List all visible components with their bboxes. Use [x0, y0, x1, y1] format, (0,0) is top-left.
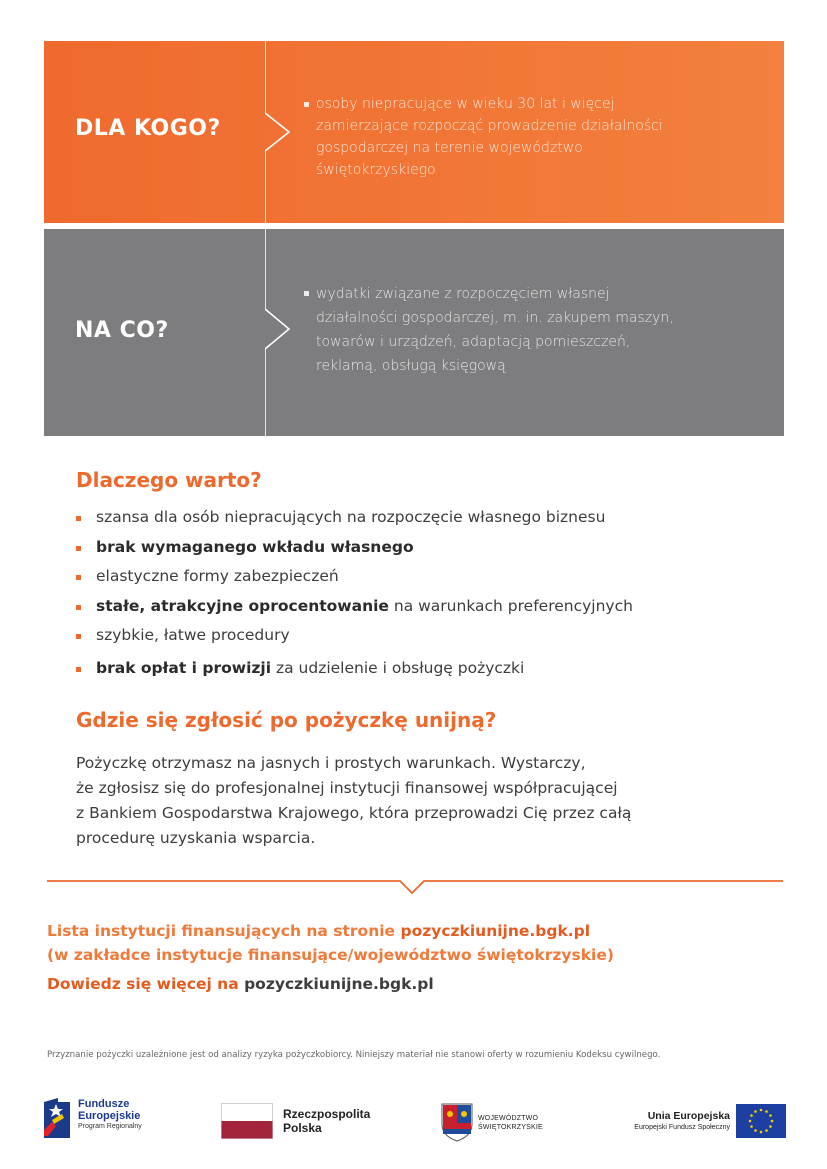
rzeczpospolita-polska-logo: Rzeczpospolita Polska — [221, 1103, 381, 1141]
purpose-description: wydatki związane z rozpoczęciem własnej działalności gospodarczej, m. in. zakupem maszyn, towarów i urządzeń, adaptacją pomieszczeń, reklamą, obsługą księgową — [314, 282, 744, 378]
target-group-description: osoby niepracujące w wieku 30 lat i więcej zamierzające rozpocząć prowadzenie działalności gospodarczej na terenie województwo świętokrzyskiego — [314, 93, 744, 181]
coat-of-arms-icon — [440, 1102, 474, 1142]
where-paragraph: Pożyczkę otrzymasz na jasnych i prostych warunkach. Wystarczy, że zgłosisz się do profesjonalnej instytucji finansowej współpracującej z Bankiem Gospodarstwa Krajowego, która przeprowadzi Cię przez całą procedurę uzyskania wsparcia. — [76, 754, 632, 847]
legal-disclaimer: Przyznanie pożyczki uzależnione jest od analizy ryzyka pożyczkobiorcy. Niniejszy materiał nie stanowi oferty w rozumieniu Kodeksu cywilnego. — [47, 1050, 661, 1060]
learn-more-info: Dowiedz się więcej na pozyczkiunijne.bgk.pl — [47, 975, 434, 993]
target-group-panel — [44, 41, 784, 223]
target-group-heading: DLA KOGO? — [75, 116, 221, 141]
fundusze-europejskie-logo: Fundusze Europejskie Program Regionalny — [42, 1096, 172, 1142]
purpose-panel — [44, 229, 784, 436]
bullet-square-icon — [304, 291, 309, 296]
institutions-tab-info: (w zakładce instytucje finansujące/województwo świętokrzyskie) — [47, 946, 614, 964]
bullet-square-icon — [76, 667, 81, 672]
bullet-square-icon — [304, 102, 309, 107]
bullet-square-icon — [76, 546, 81, 551]
why-title: Dlaczego warto? — [76, 468, 262, 492]
website-link[interactable]: pozyczkiunijne.bgk.pl — [244, 975, 434, 993]
list-item: brak opłat i prowizji za udzielenie i obsługę pożyczki — [76, 656, 633, 686]
list-item: szansa dla osób niepracujących na rozpoczęcie własnego biznesu — [76, 505, 633, 535]
bullet-square-icon — [76, 516, 81, 521]
list-item: brak wymaganego wkładu własnego — [76, 535, 633, 565]
unia-europejska-logo: Unia Europejska Europejski Fundusz Społeczny — [616, 1104, 786, 1140]
polish-flag-icon — [221, 1103, 273, 1139]
institutions-info: Lista instytucji finansujących na stronie pozyczkiunijne.bgk.pl — [47, 922, 591, 940]
section-separator — [47, 875, 783, 895]
chevron-divider — [265, 41, 305, 223]
website-link[interactable]: pozyczkiunijne.bgk.pl — [400, 922, 591, 940]
wojewodztwo-swietokrzyskie-logo: WOJEWÓDZTWO ŚWIĘTOKRZYSKIE — [440, 1102, 560, 1142]
purpose-heading: NA CO? — [75, 318, 169, 343]
list-item: elastyczne formy zabezpieczeń — [76, 564, 633, 594]
chevron-divider — [265, 229, 305, 436]
fe-star-icon — [42, 1096, 74, 1140]
eu-flag-icon — [736, 1104, 786, 1138]
where-title: Gdzie się zgłosić po pożyczkę unijną? — [76, 708, 497, 732]
list-item: szybkie, łatwe procedury — [76, 623, 633, 653]
bullet-square-icon — [76, 634, 81, 639]
list-item: stałe, atrakcyjne oprocentowanie na warunkach preferencyjnych — [76, 594, 633, 624]
benefits-list — [76, 505, 633, 685]
bullet-square-icon — [76, 575, 81, 580]
bullet-square-icon — [76, 605, 81, 610]
